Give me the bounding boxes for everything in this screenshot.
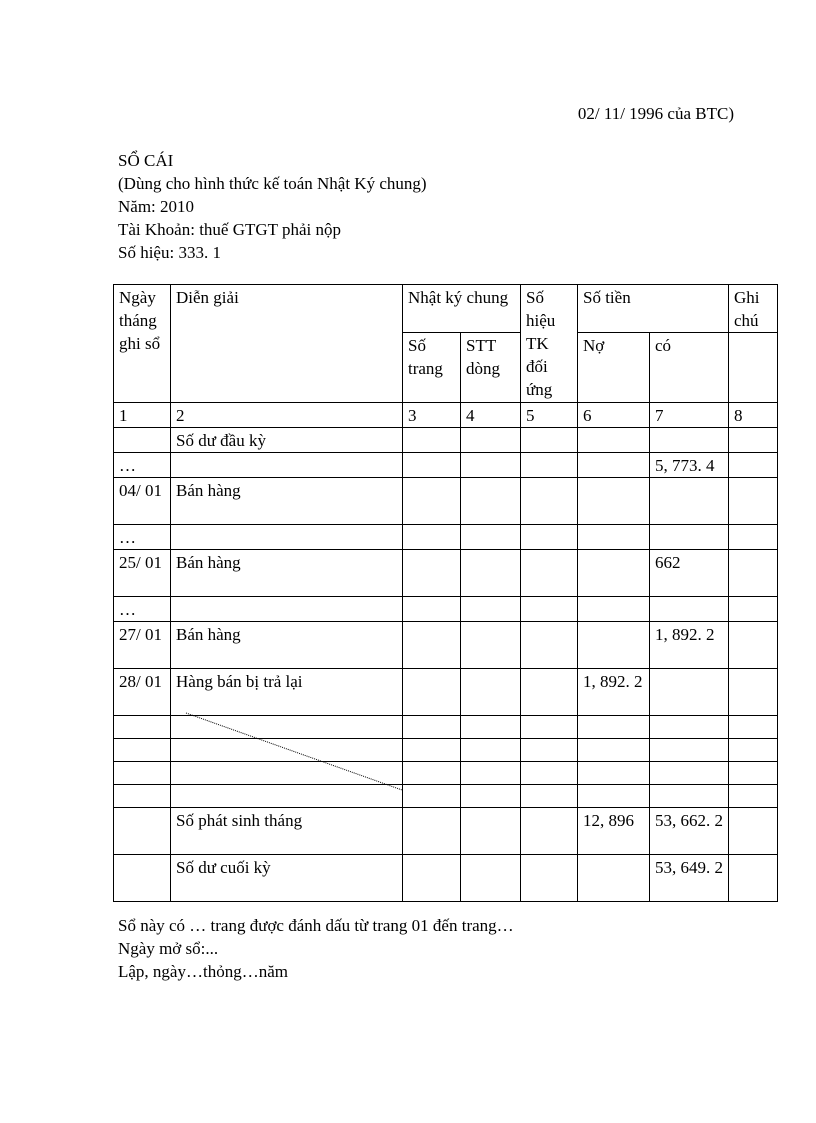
general-ledger-table — [113, 284, 778, 902]
table-row — [114, 622, 778, 669]
table-row — [114, 525, 778, 550]
row-credit: 53, 649. 2 — [650, 855, 729, 902]
row-debit: 1, 892. 2 — [578, 669, 650, 716]
table-row — [114, 453, 778, 478]
table-row-closing-balance — [114, 855, 778, 902]
col-number: 3 — [403, 403, 461, 428]
row-credit: 53, 662. 2 — [650, 808, 729, 855]
row-date: 27/ 01 — [114, 622, 171, 669]
col-header-debit: Nợ — [578, 333, 650, 403]
row-date: 25/ 01 — [114, 550, 171, 597]
col-number: 5 — [521, 403, 578, 428]
table-row-monthly-total — [114, 808, 778, 855]
ledger-header — [118, 149, 427, 264]
column-number-row — [114, 403, 778, 428]
table-row — [114, 550, 778, 597]
ledger-subtitle: (Dùng cho hình thức kế toán Nhật Ký chung) — [118, 174, 427, 193]
ledger-year: Năm: 2010 — [118, 197, 195, 216]
table-row — [114, 597, 778, 622]
col-header-credit: có — [650, 333, 729, 403]
row-credit: 5, 773. 4 — [650, 453, 729, 478]
col-header-note: Ghi chú — [729, 285, 778, 333]
col-number: 8 — [729, 403, 778, 428]
footer-open-date: Ngày mở sổ:... — [118, 939, 219, 958]
table-row — [114, 478, 778, 525]
row-date: 28/ 01 — [114, 669, 171, 716]
table-row-empty — [114, 762, 778, 785]
header-row-1 — [114, 285, 778, 333]
row-description: Bán hàng — [171, 478, 403, 525]
table-row-empty — [114, 716, 778, 739]
col-number: 1 — [114, 403, 171, 428]
footer-page-count: Sổ này có … trang được đánh dấu từ trang 01 đến trang… — [118, 916, 514, 935]
row-description: Hàng bán bị trả lại — [171, 669, 403, 716]
regulation-reference: 02/ 11/ 1996 của BTC) — [577, 104, 734, 123]
row-credit: 1, 892. 2 — [650, 622, 729, 669]
col-header-contra-account: Số hiệu TK đối ứng — [521, 285, 578, 403]
col-header-page: Số trang — [403, 333, 461, 403]
row-description: Bán hàng — [171, 622, 403, 669]
col-number: 6 — [578, 403, 650, 428]
footer-signature-date: Lập, ngày…thỏng…năm — [118, 962, 288, 981]
ledger-title: SỔ CÁI — [118, 151, 174, 170]
row-date: … — [114, 525, 171, 550]
col-header-date: Ngày tháng ghi sổ — [114, 285, 171, 403]
row-description: Số dư cuối kỳ — [171, 855, 403, 902]
ledger-account: Tài Khoản: thuế GTGT phải nộp — [118, 220, 342, 239]
col-header-journal: Nhật ký chung — [403, 285, 521, 333]
ledger-footer — [118, 914, 514, 983]
row-date: 04/ 01 — [114, 478, 171, 525]
table-row-empty — [114, 739, 778, 762]
row-debit: 12, 896 — [578, 808, 650, 855]
col-number: 4 — [461, 403, 521, 428]
col-header-note-blank — [729, 333, 778, 403]
row-description: Số phát sinh tháng — [171, 808, 403, 855]
col-header-line: STT dòng — [461, 333, 521, 403]
row-date: … — [114, 597, 171, 622]
row-description: Bán hàng — [171, 550, 403, 597]
ledger-account-number: Số hiệu: 333. 1 — [118, 243, 221, 262]
col-number: 2 — [171, 403, 403, 428]
table-row — [114, 669, 778, 716]
col-number: 7 — [650, 403, 729, 428]
col-header-amount: Số tiền — [578, 285, 729, 333]
row-date: … — [114, 453, 171, 478]
table-row-opening-balance — [114, 428, 778, 453]
col-header-description: Diễn giải — [171, 285, 403, 403]
row-credit: 662 — [650, 550, 729, 597]
table-row-empty — [114, 785, 778, 808]
row-description: Số dư đầu kỳ — [171, 428, 403, 453]
